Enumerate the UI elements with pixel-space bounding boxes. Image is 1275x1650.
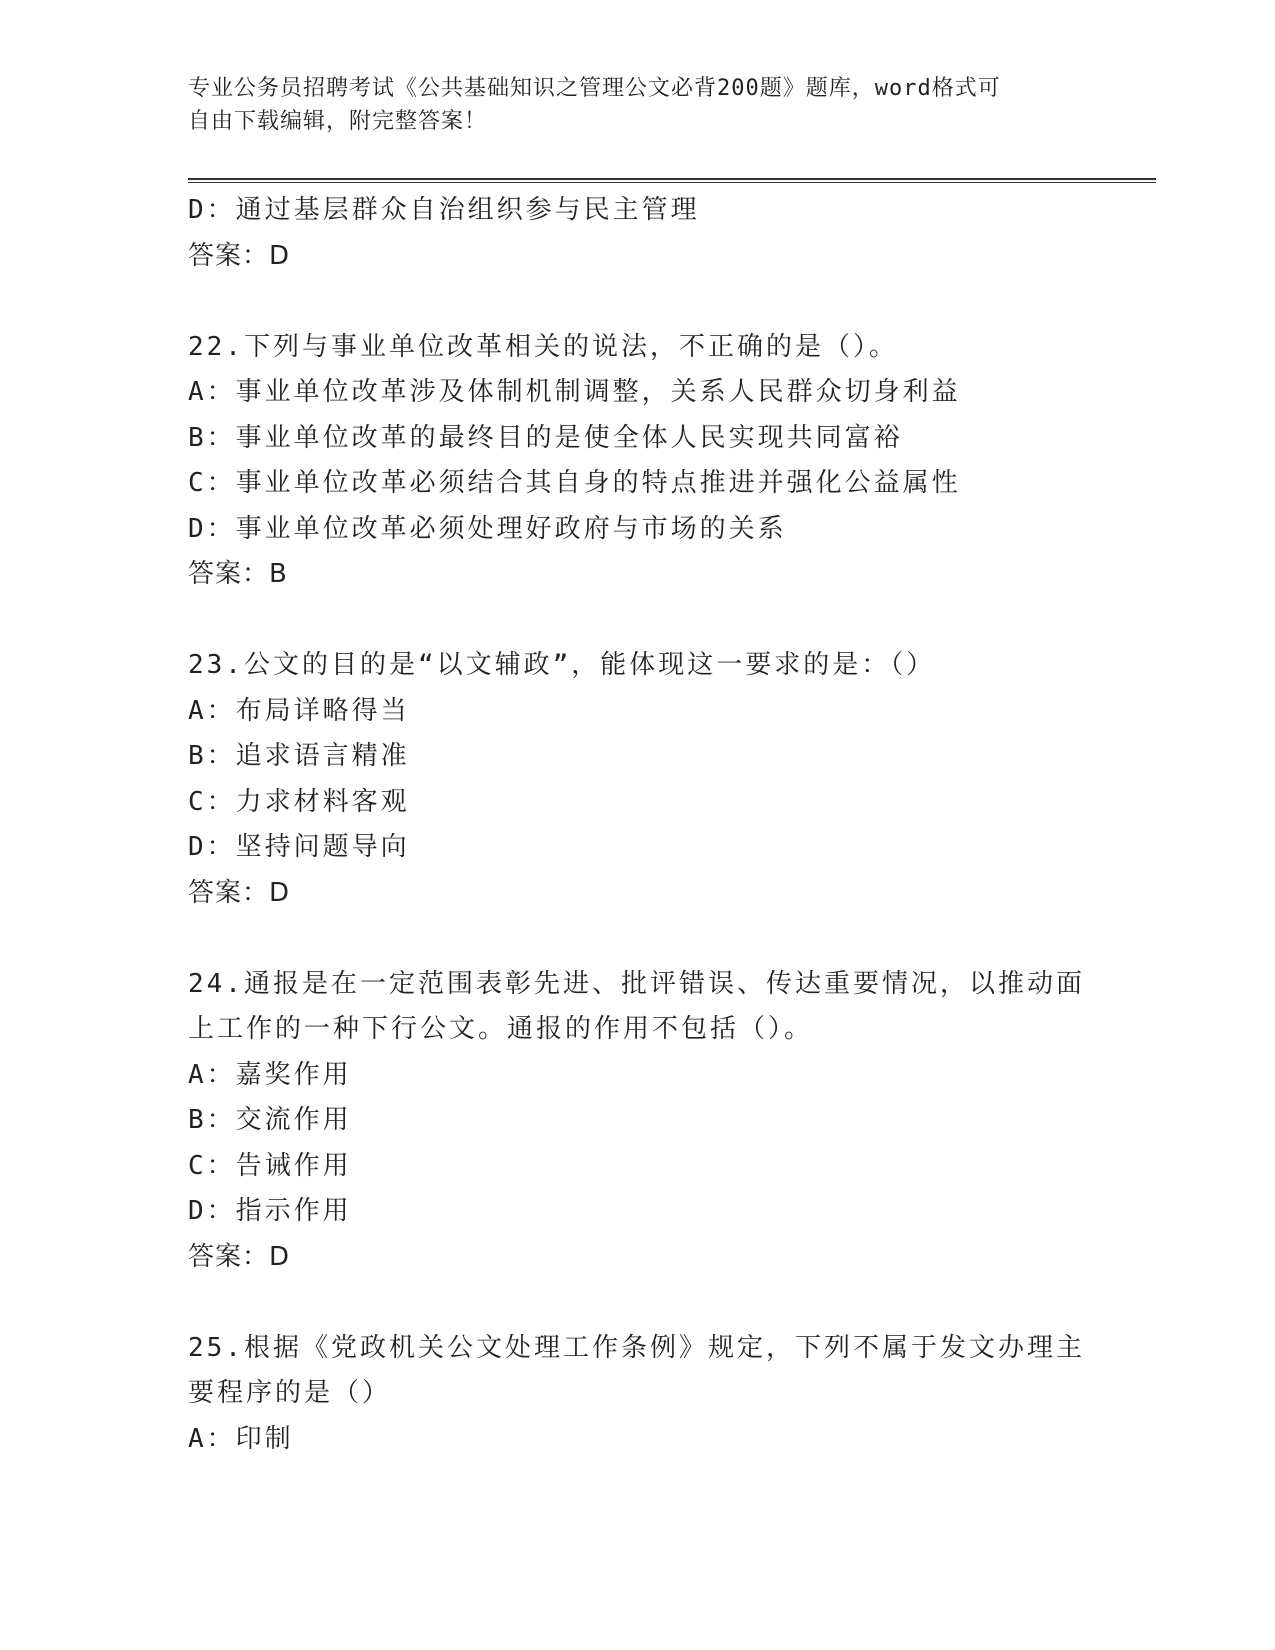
- q23-question: 23.公文的目的是“以文辅政”，能体现这一要求的是：（）: [188, 650, 936, 680]
- q22-option-c: C：事业单位改革必须结合其自身的特点推进并强化公益属性: [188, 468, 961, 498]
- q22-option-d: D：事业单位改革必须处理好政府与市场的关系: [188, 513, 787, 544]
- q24-question-line-1: 24.通报是在一定范围表彰先进、批评错误、传达重要情况，以推动面: [188, 968, 1085, 999]
- q22-option-a: A：事业单位改革涉及体制机制调整，关系人民群众切身利益: [188, 377, 961, 407]
- q24-option-b: B：交流作用: [188, 1105, 352, 1135]
- q23-option-c: C：力求材料客观: [188, 786, 410, 817]
- q23-option-d: D：坚持问题导向: [188, 832, 410, 862]
- q23-answer: 答案：D: [188, 877, 291, 908]
- q25-question-line-2: 要程序的是（）: [188, 1378, 392, 1408]
- spacer: [188, 1280, 1088, 1326]
- spacer: [188, 598, 1088, 644]
- q23-option-a: A：布局详略得当: [188, 695, 410, 726]
- question-list: [188, 188, 1088, 1462]
- q24-option-d: D：指示作用: [188, 1196, 352, 1226]
- q25-question-line-1: 25.根据《党政机关公文处理工作条例》规定，下列不属于发文办理主: [188, 1332, 1085, 1363]
- header-line-1: 专业公务员招聘考试《公共基础知识之管理公文必背200题》题库，word格式可: [188, 76, 1001, 101]
- header-divider: [188, 178, 1156, 183]
- q22-option-b: B：事业单位改革的最终目的是使全体人民实现共同富裕: [188, 422, 903, 453]
- document-header: [188, 72, 1088, 138]
- q24-answer: 答案：D: [188, 1241, 291, 1272]
- q24-option-a: A：嘉奖作用: [188, 1059, 352, 1090]
- q22-question: 22.下列与事业单位改革相关的说法，不正确的是（）。: [188, 331, 898, 362]
- q22-answer: 答案：B: [188, 559, 288, 589]
- q23-option-b: B：追求语言精准: [188, 741, 410, 771]
- q21-answer: 答案：D: [188, 240, 291, 271]
- q25-option-a: A：印制: [188, 1423, 294, 1454]
- spacer: [188, 916, 1088, 962]
- q24-option-c: C：告诫作用: [188, 1150, 352, 1181]
- q21-option-d: D：通过基层群众自治组织参与民主管理: [188, 195, 700, 225]
- spacer: [188, 279, 1088, 325]
- header-line-2: 自由下载编辑，附完整答案！: [188, 109, 488, 134]
- q24-question-line-2: 上工作的一种下行公文。通报的作用不包括（）。: [188, 1014, 814, 1044]
